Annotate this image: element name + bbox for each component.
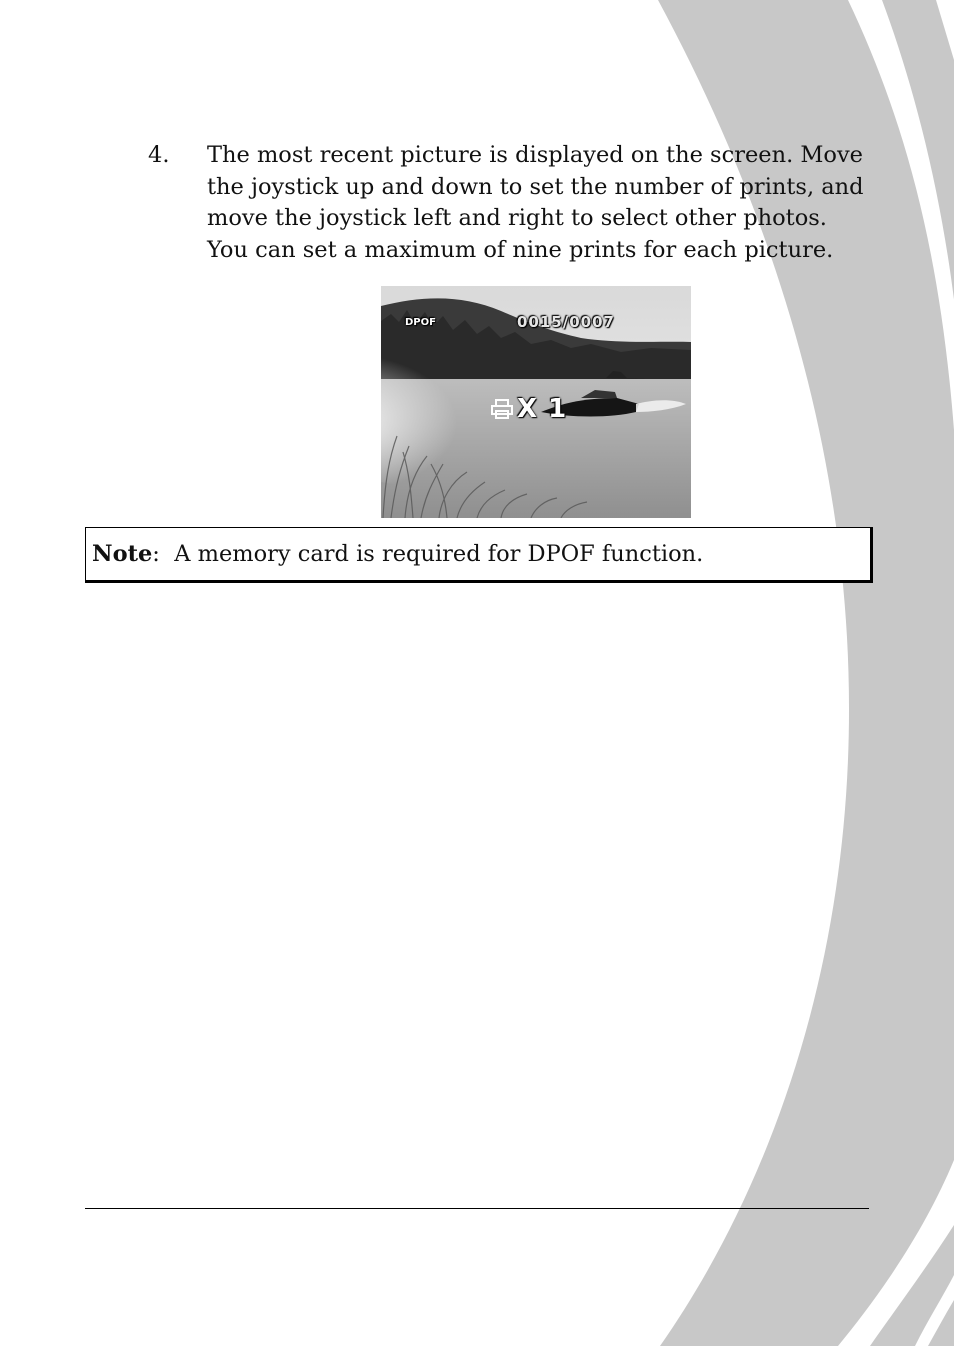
- step-text-line: the joystick up and down to set the number of prints, and: [207, 173, 864, 200]
- footer-rule: [85, 1208, 869, 1209]
- step-text: [207, 140, 867, 266]
- printer-icon: [491, 399, 513, 419]
- note-label: Note: [92, 541, 153, 567]
- camera-screen-photo: [381, 286, 691, 518]
- note-box: [85, 527, 873, 583]
- print-count: X 1: [517, 394, 568, 424]
- image-counter: 0015/0007: [517, 313, 615, 331]
- note-separator: :: [152, 541, 160, 567]
- note-line: [92, 541, 703, 567]
- note-text: A memory card is required for DPOF function.: [174, 541, 704, 567]
- step-text-line: You can set a maximum of nine prints for each picture.: [207, 236, 834, 263]
- step-text-line: The most recent picture is displayed on the screen. Move: [207, 142, 863, 168]
- dpof-mode-label: DPOF: [405, 317, 436, 328]
- step-number: 4.: [148, 142, 170, 168]
- step-text-line: move the joystick left and right to select other photos.: [207, 205, 827, 231]
